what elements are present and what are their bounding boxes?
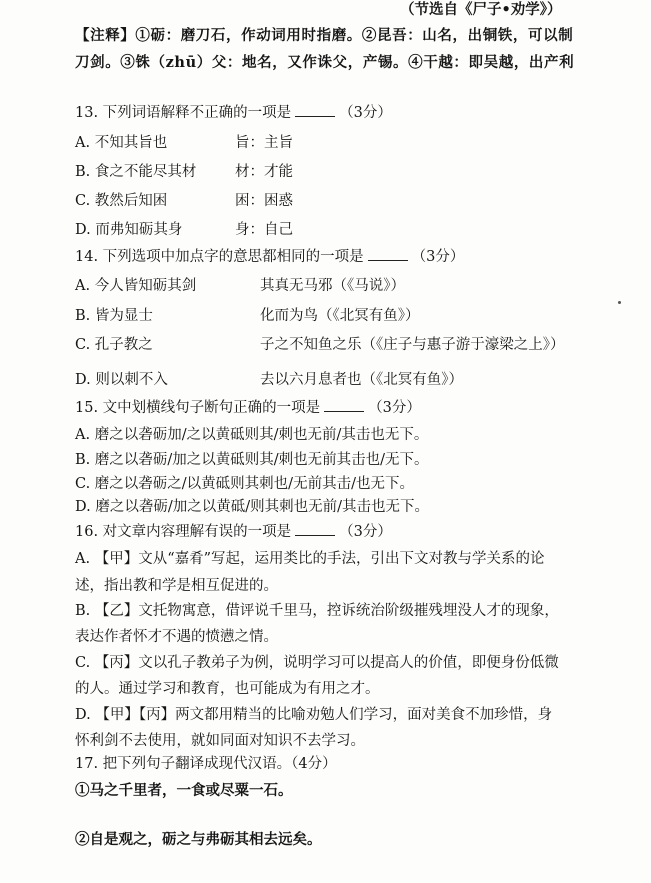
q14-option-b-text: B. 皆为显士 [75, 308, 153, 324]
q14-option-c-text: C. 孔子教之 [75, 337, 153, 353]
q13-option-a [75, 133, 293, 153]
q14-option-d [75, 370, 463, 390]
notes-line-2: 刀剑。③铢（zhū）父：地名，又作诛父，产锡。④干越：即吴越，出产利 [75, 54, 575, 71]
q13-answer-blank[interactable] [295, 104, 335, 117]
q13-option-d [75, 220, 293, 240]
q15-stem [75, 398, 421, 418]
q17-sentence-2: ②自是观之，砺之与弗砺其相去远矣。 [75, 831, 322, 848]
notes-line-1: 【注释】①砺：磨刀石，作动词用时指磨。②昆吾：山名，出铜铁，可以制 [75, 27, 574, 44]
q13-score: （3分） [339, 105, 392, 121]
q16-score: （3分） [339, 524, 392, 540]
q15-answer-blank[interactable] [324, 399, 364, 412]
q16-option-a-line2: 述，指出教和学是相互促进的。 [75, 578, 278, 594]
q15-stem-text: 15. 文中划横线句子断句正确的一项是 [75, 400, 321, 416]
q14-answer-blank[interactable] [368, 248, 408, 261]
q13-option-c [75, 191, 293, 211]
q17-stem: 17. 把下列句子翻译成现代汉语。（4分） [75, 756, 337, 772]
q15-score: （3分） [368, 400, 421, 416]
q13-option-c-gloss: 困：困惑 [235, 193, 293, 209]
q13-option-b-gloss: 材：才能 [235, 164, 293, 180]
q16-option-b-line2: 表达作者怀才不遇的愤懑之情。 [75, 629, 278, 645]
q13-option-b-text: B. 食之不能尽其材 [75, 164, 197, 180]
q16-stem [75, 522, 392, 542]
q16-option-a-line1: A. 【甲】文从“嘉肴”写起，运用类比的手法，引出下文对教与学关系的论 [75, 551, 545, 567]
q16-option-c-line2: 的人。通过学习和教育，也可能成为有用之才。 [75, 681, 380, 697]
q14-option-a-compare: 其真无马邪（《马说》） [260, 278, 405, 294]
q16-option-b-line1: B. 【乙】文托物寓意，借评说千里马，控诉统治阶级摧残埋没人才的现象， [75, 603, 559, 619]
q13-stem [75, 103, 392, 123]
source-citation: （节选自《尸子•劝学》） [400, 1, 562, 18]
q14-option-d-text: D. 则以刺不入 [75, 372, 168, 388]
q13-option-c-text: C. 教然后知困 [75, 193, 168, 209]
q13-option-a-text: A. 不知其旨也 [75, 135, 168, 151]
q13-stem-text: 13. 下列词语解释不正确的一项是 [75, 105, 292, 121]
q14-option-b [75, 306, 420, 326]
q14-stem [75, 247, 464, 267]
q14-option-a-text: A. 今人皆知砺其剑 [75, 278, 197, 294]
q14-option-a [75, 276, 405, 296]
q14-option-b-compare: 化而为鸟（《北冥有鱼》） [260, 308, 420, 324]
q13-option-d-gloss: 身：自己 [235, 222, 293, 238]
q14-score: （3分） [411, 249, 465, 265]
q13-option-b [75, 162, 293, 182]
q15-option-a: A. 磨之以砻砺加/之以黄砥则其/刺也无前/其击也无下。 [75, 427, 429, 443]
q15-option-c: C. 磨之以砻砺之/以黄砥则其刺也/无前其击/也无下。 [75, 476, 414, 492]
q13-option-d-text: D. 而弗知砺其身 [75, 222, 183, 238]
q16-stem-text: 16. 对文章内容理解有误的一项是 [75, 524, 292, 540]
q15-option-d: D. 磨之以砻砺/加之以黄砥/则其刺也无前/其击也无下。 [75, 499, 429, 515]
q17-sentence-1: ①马之千里者，一食或尽粟一石。 [75, 782, 293, 799]
q15-option-b: B. 磨之以砻砺/加之以黄砥则其/刺也无前其击也/无下。 [75, 452, 429, 468]
q14-stem-text: 14. 下列选项中加点字的意思都相同的一项是 [75, 249, 364, 265]
q14-option-c [75, 335, 565, 355]
q16-option-d-line1: D. 【甲】【丙】两文都用精当的比喻劝勉人们学习，面对美食不加珍惜，身 [75, 707, 553, 723]
q14-option-d-compare: 去以六月息者也（《北冥有鱼》） [260, 372, 463, 388]
stray-mark [618, 301, 621, 304]
q16-answer-blank[interactable] [295, 523, 335, 536]
q16-option-c-line1: C. 【丙】文以孔子教弟子为例，说明学习可以提高人的价值，即便身份低微 [75, 655, 559, 671]
q14-option-c-compare: 子之不知鱼之乐（《庄子与惠子游于濠梁之上》） [260, 337, 565, 353]
q16-option-d-line2: 怀利剑不去使用，就如同面对知识不去学习。 [75, 733, 365, 749]
q13-option-a-gloss: 旨：主旨 [235, 135, 293, 151]
